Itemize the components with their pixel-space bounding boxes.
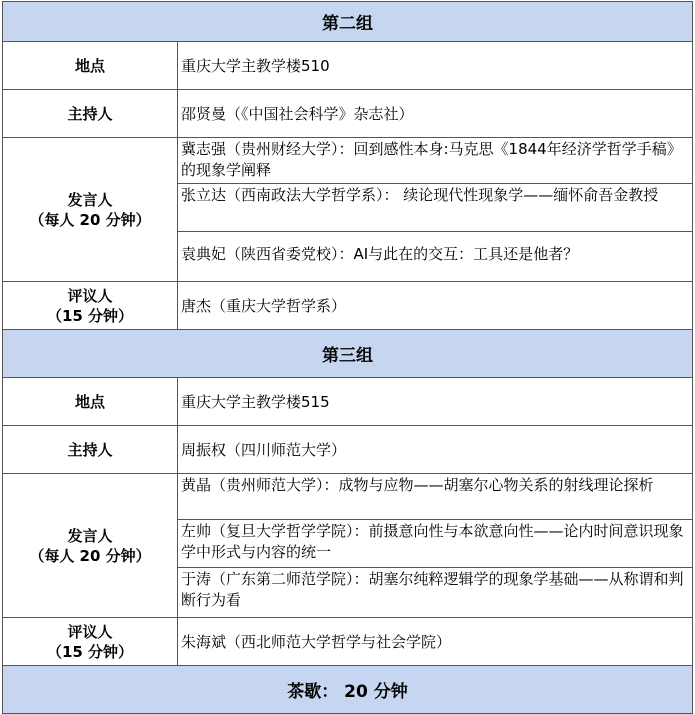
location-value: 重庆大学主教学楼510 (178, 42, 693, 90)
reviewer-label-title: 评议人 (67, 622, 113, 641)
speaker-entry: 左帅（复旦大学哲学学院）：前摄意向性与本欲意向性——论内时间意识现象学中形式与内容的统一 (178, 520, 692, 568)
speakers-row (3, 138, 693, 282)
speaker-entry: 于涛（广东第二师范学院）：胡塞尔纯粹逻辑学的现象学基础——从称谓和判断行为看 (181, 570, 684, 609)
speakers-list (178, 138, 693, 282)
host-value: 邵贤曼（《中国社会科学》杂志社） (178, 90, 693, 138)
reviewer-label-title: 评议人 (67, 286, 113, 305)
speakers-label-title: 发言人 (67, 526, 113, 545)
speakers-label-title: 发言人 (67, 190, 113, 209)
reviewer-label-duration: （15 分钟） (46, 306, 134, 325)
speaker-entry: 黄晶（贵州师范大学）：成物与应物——胡塞尔心物关系的射线理论探析 (178, 474, 692, 520)
speaker-entry: 冀志强（贵州财经大学）：回到感性本身:马克思《1844年经济学哲学手稿》的现象学阐释 (178, 138, 692, 184)
group-title: 第三组 (3, 330, 693, 378)
host-label: 主持人 (3, 90, 178, 138)
host-value: 周振权（四川师范大学） (178, 426, 693, 474)
speaker-entry: 张立达（西南政法大学哲学系）： 续论现代性现象学——缅怀俞吾金教授 (178, 184, 692, 232)
speaker-entry: 袁典妃（陕西省委党校）：AI与此在的交互：工具还是他者？ (181, 245, 579, 263)
reviewer-value: 唐杰（重庆大学哲学系） (178, 282, 693, 330)
break-row (3, 666, 693, 714)
location-label: 地点 (3, 42, 178, 90)
speakers-label (3, 474, 178, 618)
speakers-label (3, 138, 178, 282)
reviewer-row (3, 282, 693, 330)
location-row (3, 378, 693, 426)
schedule-table (2, 1, 693, 714)
reviewer-label (3, 282, 178, 330)
break-label: 茶歇： 20 分钟 (3, 666, 693, 714)
group-header-row (3, 2, 693, 42)
location-label: 地点 (3, 378, 178, 426)
reviewer-value: 朱海斌（西北师范大学哲学与社会学院） (178, 618, 693, 666)
group-header-row (3, 330, 693, 378)
location-row (3, 42, 693, 90)
speakers-list (178, 474, 693, 618)
reviewer-row (3, 618, 693, 666)
group-title: 第二组 (3, 2, 693, 42)
host-row (3, 426, 693, 474)
location-value: 重庆大学主教学楼515 (178, 378, 693, 426)
reviewer-label-duration: （15 分钟） (46, 642, 134, 661)
speakers-row (3, 474, 693, 618)
speakers-label-duration: （每人 20 分钟） (29, 546, 151, 565)
host-label: 主持人 (3, 426, 178, 474)
host-row (3, 90, 693, 138)
reviewer-label (3, 618, 178, 666)
speakers-label-duration: （每人 20 分钟） (29, 210, 151, 229)
